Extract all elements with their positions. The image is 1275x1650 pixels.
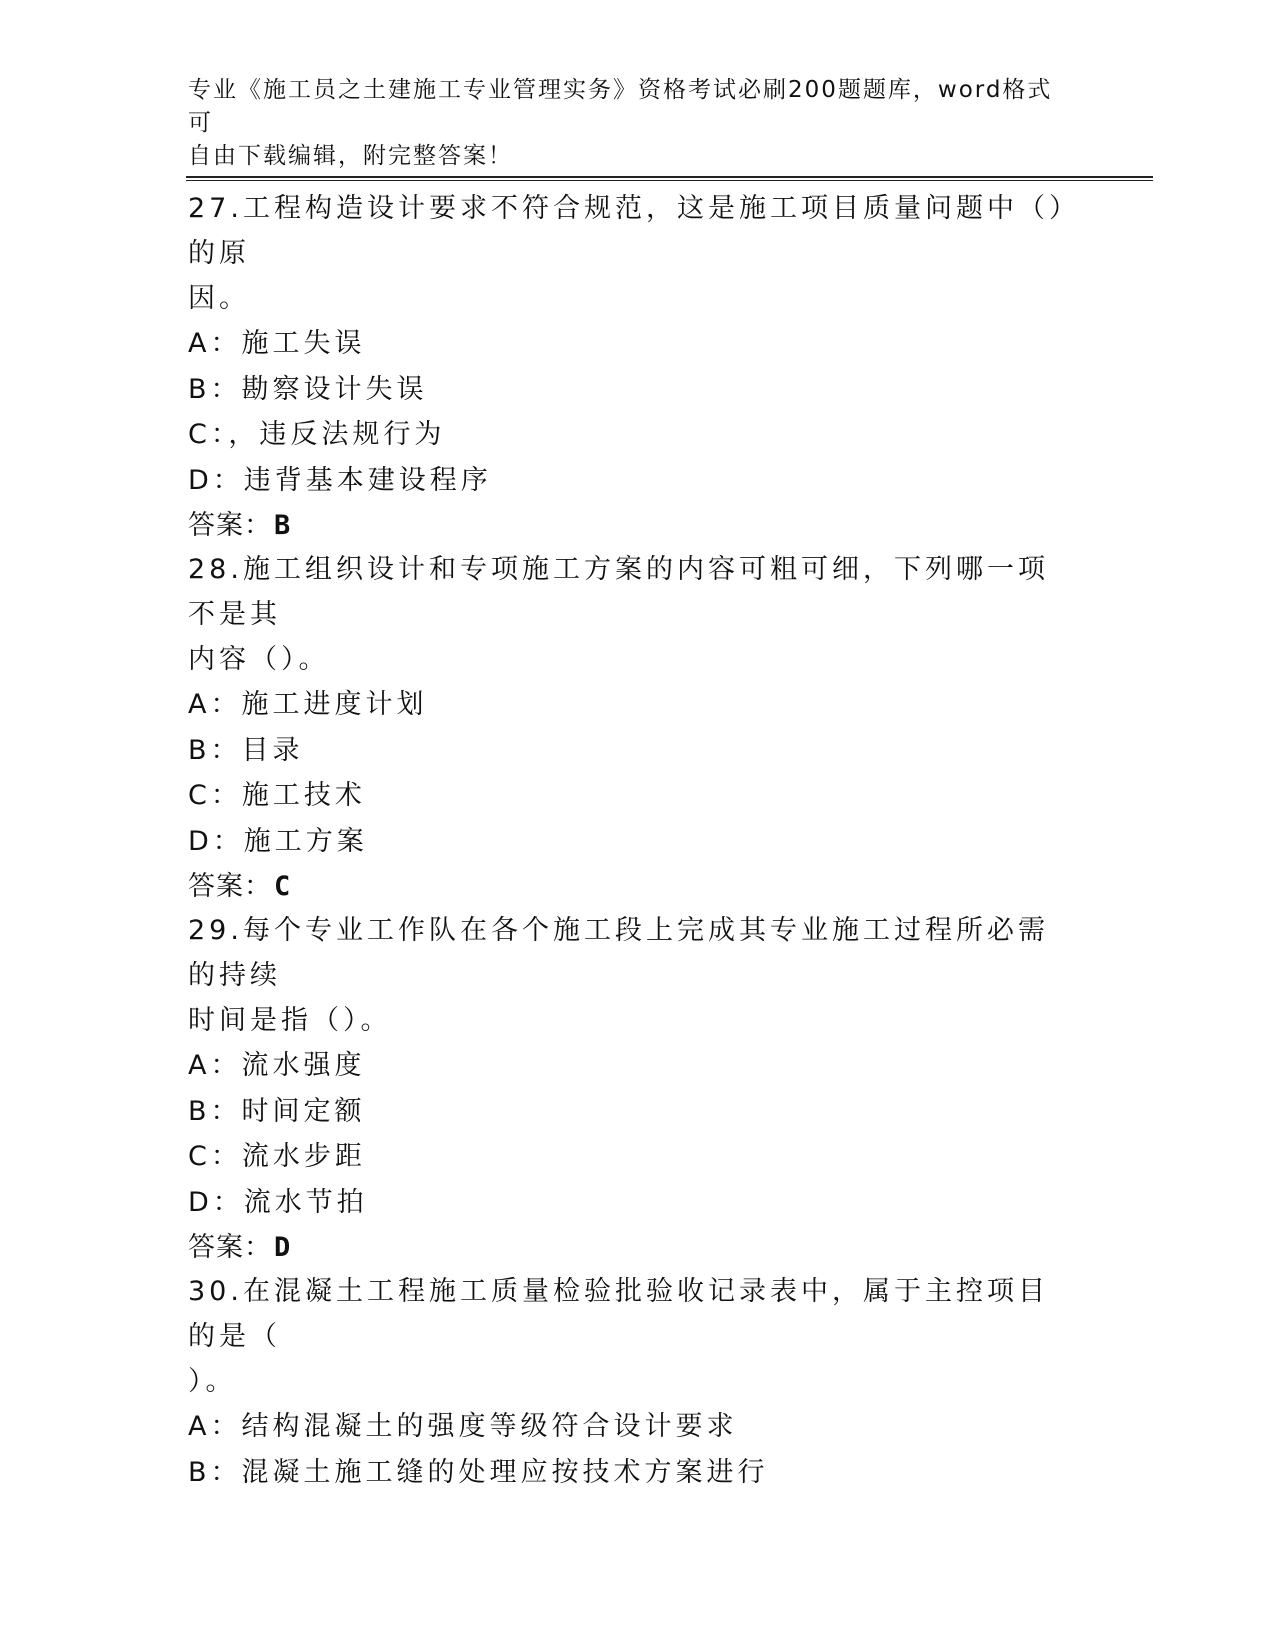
question-stem-line: 内容（）。 — [188, 644, 330, 675]
option-c: C：，违反法规行为 — [188, 419, 446, 450]
option-a: A：施工失误 — [188, 328, 366, 359]
question-stem — [188, 547, 1068, 682]
answer-line — [188, 864, 1088, 909]
answer-line — [188, 1225, 1088, 1270]
option-a: A：流水强度 — [188, 1050, 366, 1081]
question-27 — [188, 186, 1088, 548]
header-line-1: 专业《施工员之土建施工专业管理实务》资格考试必刷200题题库，word格式可 — [188, 77, 1053, 136]
question-stem-line: ）。 — [188, 1366, 237, 1397]
option-b: B：时间定额 — [188, 1095, 366, 1127]
answer-value: D — [274, 1232, 292, 1263]
option-c: C：流水步距 — [188, 1141, 366, 1172]
option-b: B：目录 — [188, 734, 304, 766]
option-d: D：违背基本建设程序 — [188, 464, 492, 496]
option-d: D：流水节拍 — [188, 1186, 368, 1218]
question-stem-line: 因。 — [188, 283, 250, 314]
question-stem — [188, 1269, 1068, 1404]
answer-label: 答案： — [188, 1232, 272, 1263]
option-b: B：勘察设计失误 — [188, 373, 428, 405]
question-stem — [188, 908, 1068, 1043]
option-c: C：施工技术 — [188, 780, 366, 811]
option-d: D：施工方案 — [188, 825, 368, 857]
question-stem-line: 时间是指（）。 — [188, 1005, 392, 1036]
question-stem-line: 27.工程构造设计要求不符合规范，这是施工项目质量问题中（）的原 — [188, 193, 1067, 269]
document-header — [188, 74, 1068, 173]
question-30 — [188, 1269, 1088, 1495]
answer-label: 答案： — [188, 871, 272, 902]
header-line-2: 自由下载编辑，附完整答案！ — [188, 143, 513, 169]
answer-value: C — [274, 871, 292, 902]
answer-line — [188, 503, 1088, 548]
option-a: A：结构混凝土的强度等级符合设计要求 — [188, 1411, 738, 1442]
answer-value: B — [274, 510, 292, 541]
answer-label: 答案： — [188, 510, 272, 541]
header-divider — [186, 176, 1153, 181]
question-29 — [188, 908, 1088, 1270]
option-a: A：施工进度计划 — [188, 689, 428, 720]
option-b: B：混凝土施工缝的处理应按技术方案进行 — [188, 1456, 769, 1488]
question-28 — [188, 547, 1088, 909]
question-stem-line: 29.每个专业工作队在各个施工段上完成其专业施工过程所必需的持续 — [188, 915, 1049, 991]
question-stem — [188, 186, 1068, 321]
question-stem-line: 28.施工组织设计和专项施工方案的内容可粗可细，下列哪一项不是其 — [188, 554, 1049, 630]
question-stem-line: 30.在混凝土工程施工质量检验批验收记录表中，属于主控项目的是（ — [188, 1276, 1049, 1352]
